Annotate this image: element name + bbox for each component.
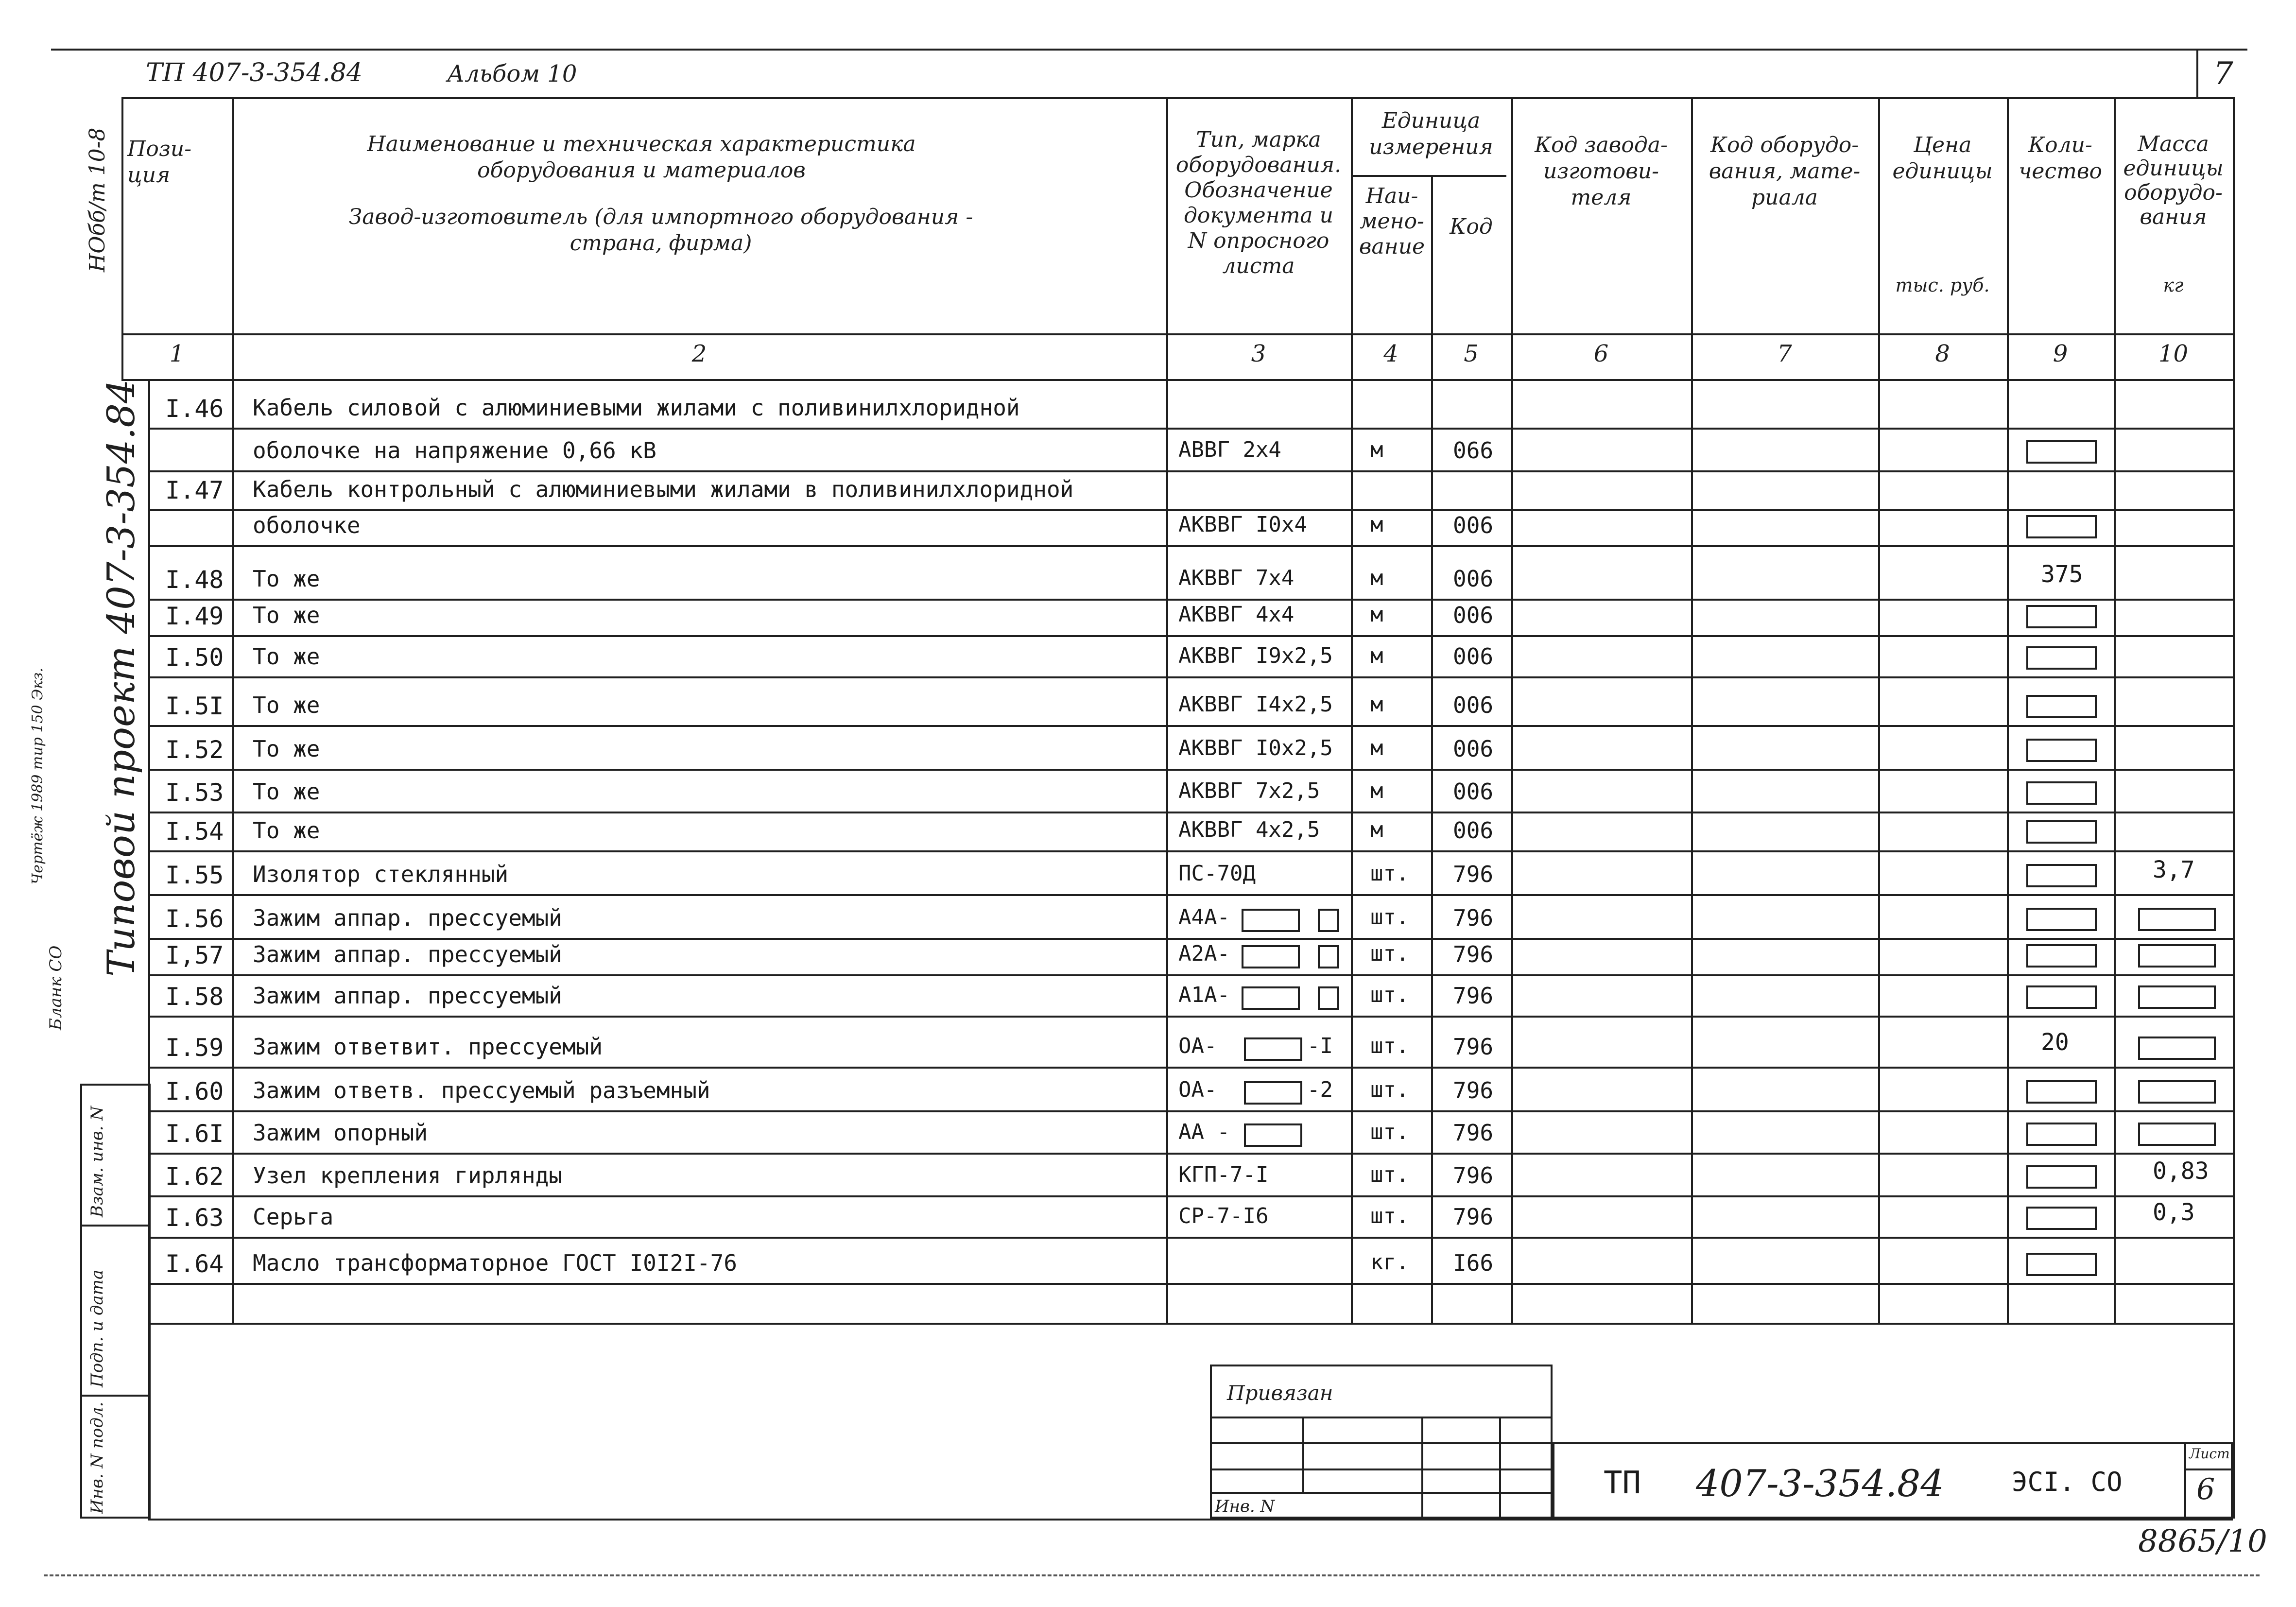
row-divider: [148, 428, 2233, 430]
row-name: Зажим аппар. прессуемый: [253, 905, 562, 931]
row-divider: [148, 509, 2233, 511]
column-number: 2: [691, 340, 707, 367]
row-position: I.60: [165, 1077, 224, 1106]
row-type: АКВВГ I4х2,5: [1178, 692, 1333, 717]
quantity-blank-box[interactable]: [2026, 908, 2097, 931]
column-number: 8: [1935, 340, 1950, 367]
row-unit: шт.: [1370, 1162, 1409, 1187]
row-divider: [148, 1067, 2233, 1069]
row-unit: шт.: [1370, 941, 1409, 966]
row-code: 796: [1453, 1162, 1494, 1189]
row-unit: м: [1370, 817, 1383, 842]
row-divider: [148, 1153, 2233, 1155]
row-code: 796: [1453, 983, 1494, 1009]
row-name: оболочке: [253, 512, 361, 538]
quantity-blank-box[interactable]: [2026, 1123, 2097, 1146]
row-name: оболочке на напряжение 0,66 кВ: [253, 437, 656, 464]
quantity-blank-box[interactable]: [2026, 944, 2097, 968]
tied-inv-label: Инв. N: [1215, 1497, 1275, 1516]
row-unit: м: [1370, 778, 1383, 803]
row-position: I.64: [165, 1250, 224, 1278]
row-name: То же: [253, 817, 320, 844]
row-quantity: 375: [2041, 561, 2083, 588]
row-code: 066: [1453, 437, 1494, 464]
row-unit: шт.: [1370, 1120, 1409, 1144]
header-manufacturer: Завод-изготовитель (для импортного оборудования - страна, фирма): [348, 205, 973, 256]
row-divider: [148, 545, 2233, 547]
mass-blank-box[interactable]: [2138, 944, 2216, 968]
mass-blank-box[interactable]: [2138, 1080, 2216, 1104]
row-code: 796: [1453, 1077, 1494, 1104]
row-name: Кабель силовой с алюминиевыми жилами с поливинилхлоридной: [253, 395, 1020, 421]
column-number: 10: [2158, 340, 2189, 367]
side-stamp-inv: Инв. N подл.: [87, 1401, 107, 1514]
row-code: 006: [1453, 817, 1494, 844]
row-name: То же: [253, 736, 320, 762]
row-name: Зажим аппар. прессуемый: [253, 941, 562, 968]
row-divider: [148, 1237, 2233, 1239]
mass-blank-box[interactable]: [2138, 1037, 2216, 1060]
quantity-blank-box[interactable]: [2026, 1253, 2097, 1276]
row-position: I.5I: [165, 692, 224, 720]
row-position: I.47: [165, 476, 224, 504]
row-type: КГП-7-I: [1178, 1162, 1269, 1187]
row-unit: шт.: [1370, 905, 1409, 930]
stamp-list-number: 6: [2196, 1472, 2215, 1506]
row-code: 796: [1453, 905, 1494, 931]
quantity-blank-box[interactable]: [2026, 1080, 2097, 1104]
row-name: Изолятор стеклянный: [253, 861, 509, 887]
header-unit: Единица измерения: [1369, 108, 1493, 159]
left-tiny-note-2: Чертёж 1989 тир 150 Экз.: [29, 668, 46, 884]
row-divider: [148, 812, 2233, 813]
row-divider: [148, 676, 2233, 678]
quantity-blank-box[interactable]: [2026, 739, 2097, 762]
quantity-blank-box[interactable]: [2026, 646, 2097, 670]
row-name: То же: [253, 643, 320, 670]
row-divider: [148, 938, 2233, 940]
row-mass: 0,83: [2153, 1158, 2209, 1185]
row-quantity: 20: [2041, 1029, 2069, 1056]
row-unit: шт.: [1370, 1034, 1409, 1058]
left-tiny-note: Бланк СО: [46, 945, 66, 1030]
row-position: I.63: [165, 1204, 224, 1232]
quantity-blank-box[interactable]: [2026, 864, 2097, 887]
stamp-suffix: ЭСI. СО: [2012, 1467, 2123, 1497]
row-type: ПС-70Д: [1178, 861, 1256, 886]
header-name: Наименование и техническая характеристика оборудования и материалов: [367, 132, 916, 183]
column-number: 4: [1383, 340, 1398, 367]
type-blank-box[interactable]: [1242, 909, 1300, 932]
row-mass: 3,7: [2153, 856, 2195, 883]
column-number: 1: [169, 340, 185, 367]
row-code: 796: [1453, 941, 1494, 968]
row-code: 796: [1453, 861, 1494, 887]
row-divider: [148, 1110, 2233, 1112]
row-position: I.6I: [165, 1120, 224, 1148]
row-type: АКВВГ I0х2,5: [1178, 736, 1333, 760]
row-position: I.46: [165, 395, 224, 423]
quantity-blank-box[interactable]: [2026, 605, 2097, 628]
row-position: I.55: [165, 861, 224, 889]
row-type: АКВВГ 4х2,5: [1178, 817, 1320, 842]
row-type: СР-7-I6: [1178, 1204, 1269, 1228]
header-price-unit: тыс. руб.: [1895, 275, 1990, 296]
mass-blank-box[interactable]: [2138, 908, 2216, 931]
top-reference: ТП 407-3-354.84: [146, 58, 363, 87]
header-position: Пози- ция: [127, 137, 192, 188]
row-name: То же: [253, 566, 320, 592]
side-stamp-replace: Взам. инв. N: [87, 1106, 107, 1217]
row-divider: [148, 725, 2233, 727]
row-unit: шт.: [1370, 861, 1409, 886]
row-type: АКВВГ 7х2,5: [1178, 778, 1320, 803]
stamp-project-number: 407-3-354.84: [1696, 1462, 1944, 1505]
row-type: ОА-: [1178, 1034, 1217, 1058]
row-name: Зажим аппар. прессуемый: [253, 983, 562, 1009]
row-name: Серьга: [253, 1204, 334, 1230]
album-label: Альбом 10: [447, 60, 577, 87]
header-mass: Масса единицы оборудо- вания: [2123, 132, 2224, 229]
row-position: I.49: [165, 602, 224, 630]
row-divider: [148, 1283, 2233, 1285]
type-blank-box[interactable]: [1244, 1037, 1302, 1061]
row-name: То же: [253, 692, 320, 718]
quantity-blank-box[interactable]: [2026, 695, 2097, 718]
column-number: 3: [1251, 340, 1266, 367]
row-code: 006: [1453, 512, 1494, 538]
header-unit-name: Наи- мено- вание: [1359, 184, 1425, 259]
row-type: АА -: [1178, 1120, 1230, 1144]
type-blank-box[interactable]: [1242, 986, 1300, 1010]
row-code: 006: [1453, 736, 1494, 762]
header-mass-unit: кг: [2163, 275, 2184, 296]
row-position: I.62: [165, 1162, 224, 1191]
row-name: То же: [253, 778, 320, 805]
quantity-blank-box[interactable]: [2026, 440, 2097, 464]
row-code: 006: [1453, 643, 1494, 670]
type-blank-box[interactable]: [1242, 945, 1300, 968]
row-name: То же: [253, 602, 320, 628]
header-factory-code: Код заводa- изготови- теля: [1535, 133, 1668, 210]
row-position: I,57: [165, 941, 224, 969]
row-code: 796: [1453, 1120, 1494, 1146]
row-divider: [148, 1195, 2233, 1197]
row-type-suffix: -2: [1307, 1077, 1333, 1102]
row-code: 006: [1453, 566, 1494, 592]
row-type: ОА-: [1178, 1077, 1217, 1102]
row-divider: [148, 894, 2233, 896]
row-unit: м: [1370, 437, 1383, 462]
quantity-blank-box[interactable]: [2026, 985, 2097, 1009]
row-unit: м: [1370, 692, 1383, 717]
row-unit: м: [1370, 566, 1383, 590]
row-unit: м: [1370, 736, 1383, 760]
row-position: I.56: [165, 905, 224, 933]
row-code: 796: [1453, 1034, 1494, 1060]
row-name: Кабель контрольный с алюминиевыми жилами в поливинилхлоридной: [253, 476, 1074, 502]
type-blank-box[interactable]: [1244, 1123, 1302, 1147]
row-name: Зажим ответв. прессуемый разъемный: [253, 1077, 710, 1104]
side-stamp-sign: Подп. и дата: [87, 1269, 107, 1387]
row-name: Зажим ответвит. прессуемый: [253, 1034, 603, 1060]
row-divider: [148, 635, 2233, 637]
row-name: Масло трансформаторное ГОСТ I0I2I-76: [253, 1250, 737, 1276]
row-name: Узел крепления гирлянды: [253, 1162, 562, 1189]
column-number: 7: [1777, 340, 1792, 367]
left-note-top: НОбб/т 10-8: [85, 127, 110, 272]
row-code: 006: [1453, 692, 1494, 718]
row-name: Зажим опорный: [253, 1120, 428, 1146]
row-type: АКВВГ 7х4: [1178, 566, 1295, 590]
row-type: АКВВГ I0х4: [1178, 512, 1307, 537]
type-blank-box-small[interactable]: [1318, 986, 1339, 1010]
row-type: А2А-: [1178, 941, 1230, 966]
type-blank-box-small[interactable]: [1318, 945, 1339, 968]
tied-label: Привязан: [1227, 1381, 1333, 1405]
row-position: I.59: [165, 1034, 224, 1062]
row-mass: 0,3: [2153, 1199, 2195, 1226]
row-divider: [148, 974, 2233, 976]
row-unit: м: [1370, 512, 1383, 537]
row-type: А4А-: [1178, 905, 1230, 930]
quantity-blank-box[interactable]: [2026, 1207, 2097, 1230]
header-quantity: Коли- чество: [2019, 133, 2102, 184]
mass-blank-box[interactable]: [2138, 1123, 2216, 1146]
stamp-tp: ТП: [1604, 1465, 1641, 1501]
quantity-blank-box[interactable]: [2026, 820, 2097, 844]
row-code: 006: [1453, 778, 1494, 805]
row-position: I.48: [165, 566, 224, 594]
quantity-blank-box[interactable]: [2026, 515, 2097, 538]
row-divider: [148, 599, 2233, 601]
type-blank-box[interactable]: [1244, 1081, 1302, 1105]
quantity-blank-box[interactable]: [2026, 781, 2097, 805]
row-position: I.58: [165, 983, 224, 1011]
row-code: 006: [1453, 602, 1494, 628]
row-unit: шт.: [1370, 1077, 1409, 1102]
row-type-suffix: -I: [1307, 1034, 1333, 1058]
column-number: 6: [1593, 340, 1609, 367]
row-type: А1А-: [1178, 983, 1230, 1007]
stamp-list-label: Лист: [2189, 1446, 2230, 1462]
row-position: I.53: [165, 778, 224, 807]
row-code: I66: [1453, 1250, 1494, 1276]
row-unit: кг.: [1370, 1250, 1409, 1275]
row-position: I.54: [165, 817, 224, 846]
row-position: I.52: [165, 736, 224, 764]
column-number: 5: [1464, 340, 1479, 367]
type-blank-box-small[interactable]: [1318, 909, 1339, 932]
column-number: 9: [2053, 340, 2068, 367]
row-type: АКВВГ 4х4: [1178, 602, 1295, 627]
row-code: 796: [1453, 1204, 1494, 1230]
header-price: Цена единицы: [1892, 133, 1993, 184]
header-type: Тип, марка оборудования. Обозначение документа и N опросного листа: [1175, 127, 1342, 278]
row-unit: шт.: [1370, 1204, 1409, 1228]
row-unit: м: [1370, 602, 1383, 627]
row-unit: м: [1370, 643, 1383, 668]
header-equipment-code: Код оборудо- вания, мате- риала: [1709, 133, 1861, 210]
row-divider: [148, 1016, 2233, 1018]
row-type: АВВГ 2х4: [1178, 437, 1281, 462]
row-divider: [148, 769, 2233, 771]
row-divider: [148, 850, 2233, 852]
row-unit: шт.: [1370, 983, 1409, 1007]
bottom-number: 8865/10: [2138, 1523, 2267, 1559]
row-divider: [148, 470, 2233, 472]
left-project-label: Типовой проект 407-3-354.84: [100, 379, 143, 977]
mass-blank-box[interactable]: [2138, 985, 2216, 1009]
row-position: I.50: [165, 643, 224, 672]
row-type: АКВВГ I9х2,5: [1178, 643, 1333, 668]
sheet-number-top: 7: [2213, 56, 2233, 92]
quantity-blank-box[interactable]: [2026, 1165, 2097, 1189]
header-unit-code: Код: [1450, 214, 1493, 239]
